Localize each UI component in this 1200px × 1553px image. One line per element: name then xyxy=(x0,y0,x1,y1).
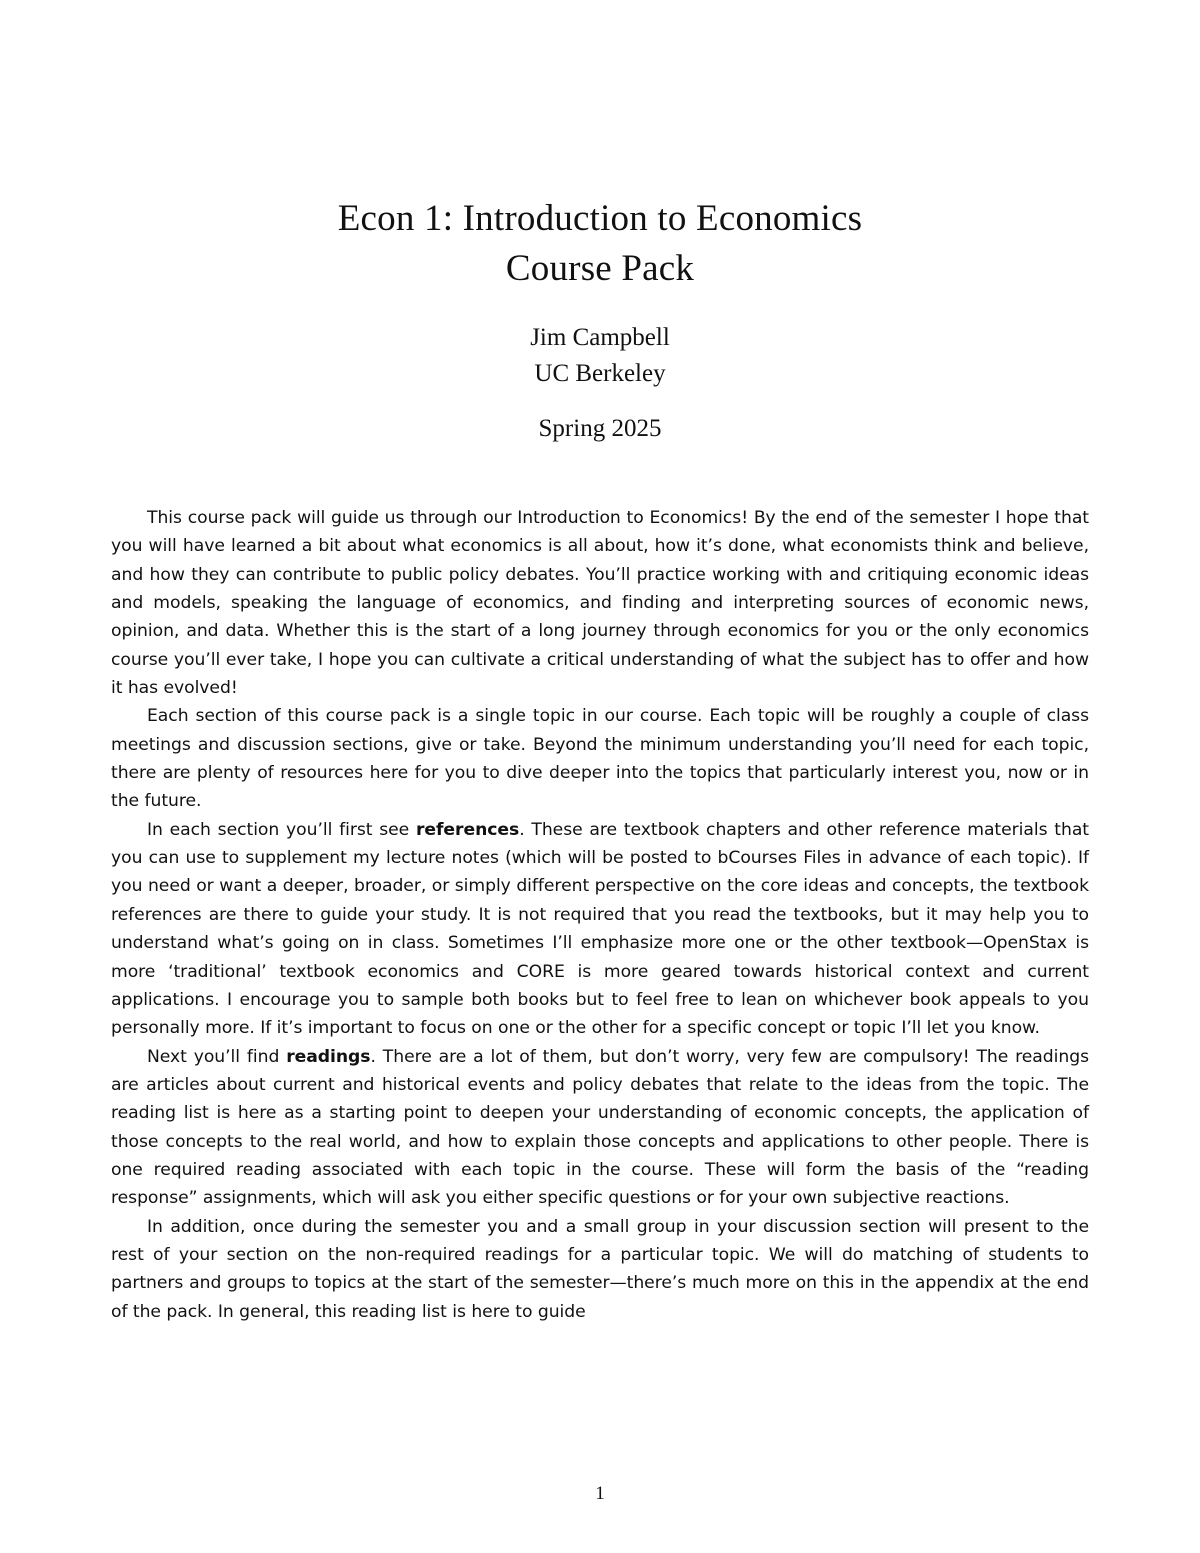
paragraph-intro: This course pack will guide us through our Introduction to Economics! By the end of the semester I hope that you will have learned a bit about what economics is all about, how it’s done, what economists think and believe, and how they can contribute to public policy debates. You’ll practice working with and critiquing economic ideas and models, speaking the language of economics, and finding and interpreting sources of economic news, opinion, and data. Whether this is the start of a long journey through economics for you or the only economics course you’ll ever take, I hope you can cultivate a critical understanding of what the subject has to offer and how it has evolved! xyxy=(111,508,1089,699)
document-subtitle: Course Pack xyxy=(505,248,695,289)
paragraph-references-lead: In each section you’ll first see xyxy=(147,819,416,840)
paragraph-readings-body: . There are a lot of them, but don’t worry, very few are compulsory! The readings are articles about current and historical events and policy debates that relate to the ideas from the topic. The reading list is here as a starting point to deepen your understanding of economic concepts, the application of those concepts to the real world, and how to explain those concepts and applications to other people. There is one required reading associated with each topic in the course. These will form the basis of the “reading response” assignments, which will ask you either specific questions or for your own subjective reactions. xyxy=(111,1046,1089,1209)
paragraph-references xyxy=(111,816,1089,1043)
term-date: Spring 2025 xyxy=(538,415,662,442)
paragraph-readings-lead: Next you’ll find xyxy=(147,1046,287,1067)
term-block xyxy=(0,411,1200,447)
body-text xyxy=(111,504,1089,1326)
author-affiliation: UC Berkeley xyxy=(534,360,666,387)
author-block xyxy=(0,320,1200,392)
readings-term: readings xyxy=(286,1046,371,1067)
page-number: 1 xyxy=(595,1483,605,1504)
paragraph-readings xyxy=(111,1043,1089,1213)
document-title: Econ 1: Introduction to Economics xyxy=(337,198,863,239)
author-name: Jim Campbell xyxy=(530,324,670,351)
references-term: references xyxy=(415,819,520,840)
title-block xyxy=(0,194,1200,294)
paragraph-sections: Each section of this course pack is a single topic in our course. Each topic will be roughly a couple of class meetings and discussion sections, give or take. Beyond the minimum understanding you’ll need for each topic, there are plenty of resources here for you to dive deeper into the topics that particularly interest you, now or in the future. xyxy=(111,706,1089,812)
paragraph-references-body: . These are textbook chapters and other reference materials that you can use to supplement my lecture notes (which will be posted to bCourses Files in advance of each topic). If you need or want a deeper, broader, or simply different perspective on the core ideas and concepts, the textbook references are there to guide your study. It is not required that you read the textbooks, but it may help you to understand what’s going on in class. Sometimes I’ll emphasize more one or the other textbook—OpenStax is more ‘traditional’ textbook economics and CORE is more geared towards historical context and current applications. I encourage you to sample both books but to feel free to lean on whichever book appeals to you personally more. If it’s important to focus on one or the other for a specific concept or topic I’ll let you know. xyxy=(111,819,1089,1039)
paragraph-presentations: In addition, once during the semester you and a small group in your discussion section will present to the rest of your section on the non-required readings for a particular topic. We will do matching of students to partners and groups to topics at the start of the semester—there’s much more on this in the appendix at the end of the pack. In general, this reading list is here to guide xyxy=(111,1216,1089,1322)
